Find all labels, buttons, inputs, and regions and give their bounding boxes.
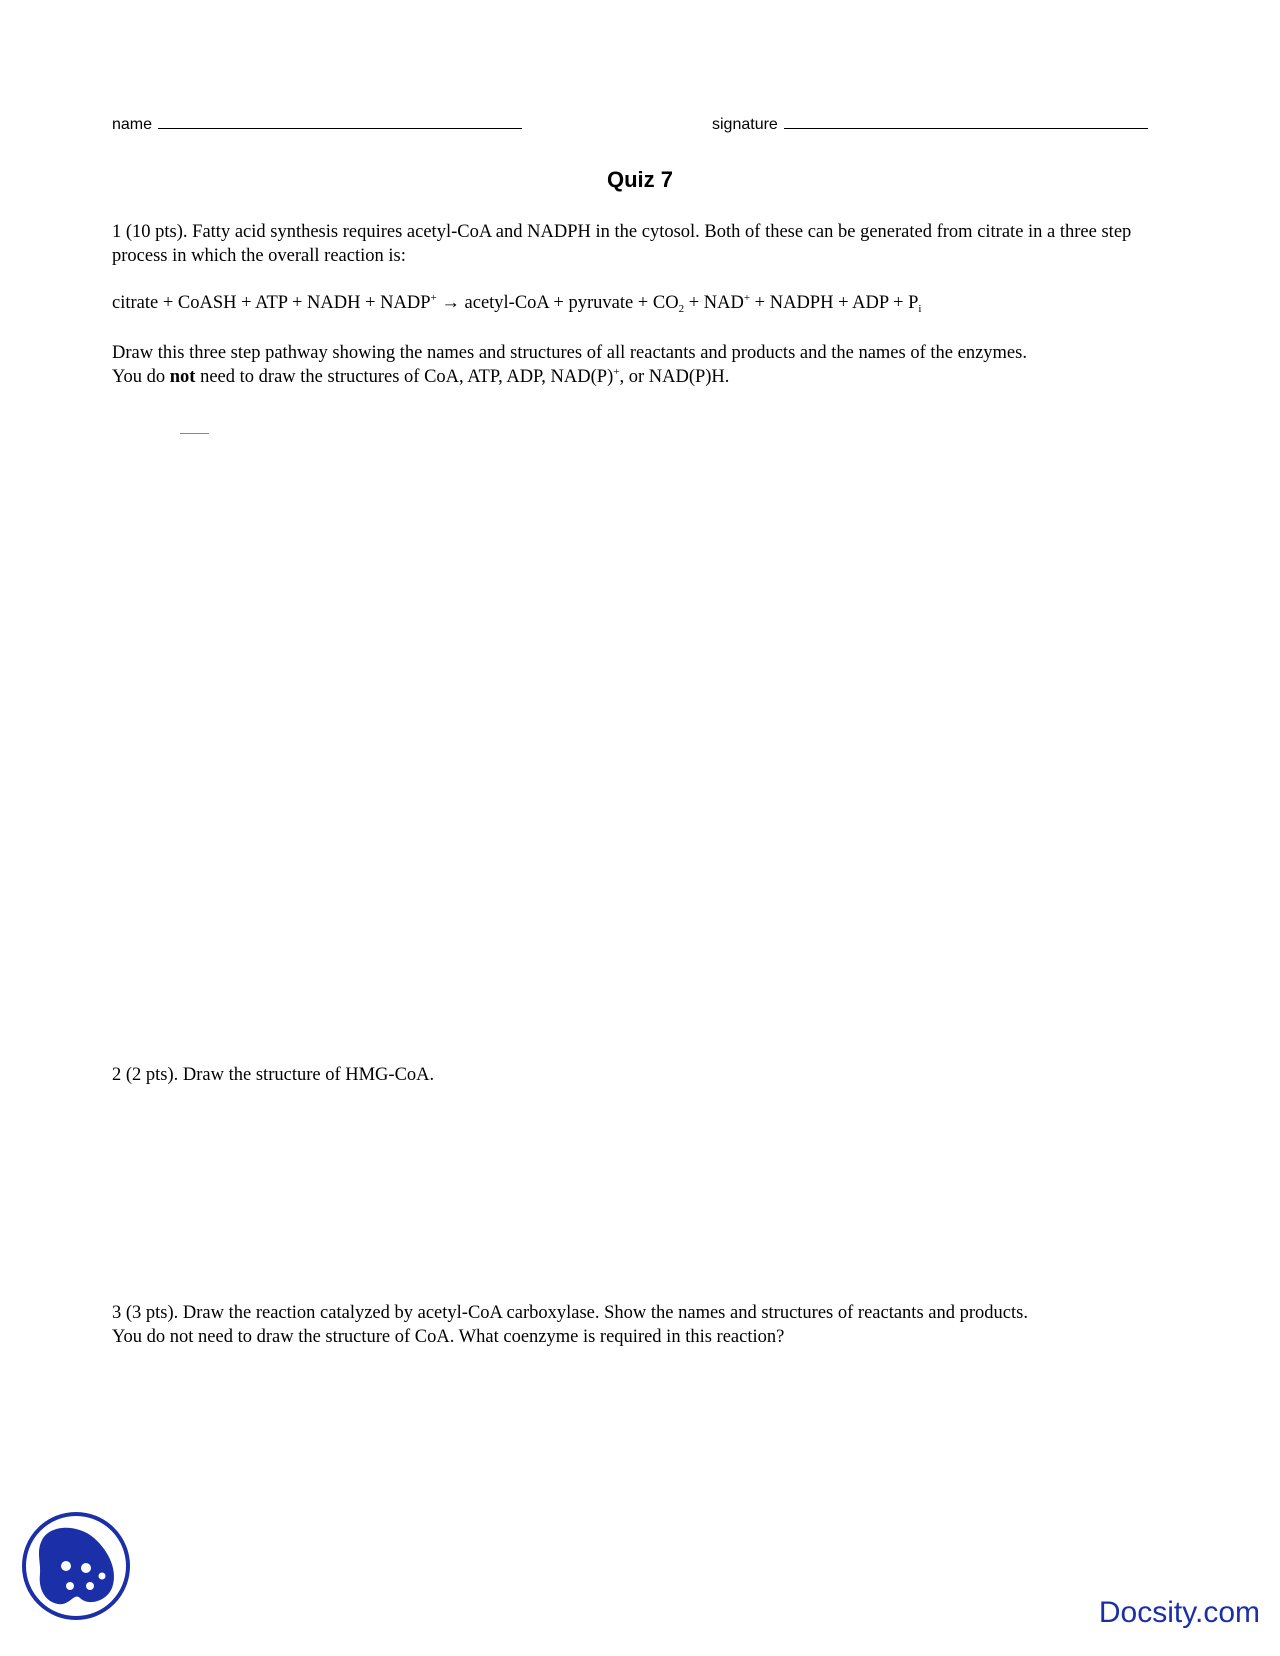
eq-sub-2: i xyxy=(918,303,922,315)
question-3-line-2: You do not need to draw the structure of CoA. What coenzyme is required in this reaction? xyxy=(112,1327,785,1347)
eq-part-3: + NAD xyxy=(688,293,744,313)
instr-bold: not xyxy=(169,367,196,387)
question-2-text: 2 (2 pts). Draw the structure of HMG-CoA. xyxy=(112,1065,435,1085)
eq-sup-1: + xyxy=(430,292,437,304)
name-label: name xyxy=(112,116,153,133)
docsity-logo-icon xyxy=(20,1510,132,1622)
docsity-brand-link[interactable]: Docsity.com xyxy=(1098,1596,1260,1629)
name-line xyxy=(158,114,522,129)
page-title: Quiz 7 xyxy=(606,167,673,192)
stray-dash xyxy=(180,433,209,434)
instructions-line-2 xyxy=(112,365,1172,389)
instr-sup: + xyxy=(613,366,620,378)
instructions-line-1: Draw this three step pathway showing the names and structures of all reactants and products and the names of the enzymes. xyxy=(112,343,1027,363)
signature-line xyxy=(784,114,1148,129)
question-3-text xyxy=(112,1301,1172,1349)
eq-part-4: + NADPH + ADP + P xyxy=(754,293,919,313)
instr-text-c: , or NAD(P)H. xyxy=(619,367,730,387)
signature-field xyxy=(712,114,1148,134)
eq-sup-2: + xyxy=(743,292,751,304)
eq-part-1: citrate + CoASH + ATP + NADH + NADP xyxy=(112,293,431,313)
question-1-instructions xyxy=(112,341,1172,389)
eq-arrow: → xyxy=(441,293,460,313)
eq-part-2: acetyl-CoA + pyruvate + CO xyxy=(464,293,679,313)
name-field xyxy=(112,114,522,134)
question-1-equation xyxy=(112,293,921,314)
instr-text-b: need to draw the structures of CoA, ATP, ADP, NAD(P) xyxy=(200,367,614,387)
question-1-text: 1 (10 pts). Fatty acid synthesis requires acetyl-CoA and NADPH in the cytosol. Both of these can be generated from citrate in a three step process in which the overall reaction is: xyxy=(112,222,1132,266)
question-3-line-1: 3 (3 pts). Draw the reaction catalyzed by acetyl-CoA carboxylase. Show the names and structures of reactants and products. xyxy=(112,1303,1028,1323)
signature-label: signature xyxy=(712,116,778,133)
eq-sub-1: 2 xyxy=(678,303,685,315)
instr-text-a: You do xyxy=(112,367,166,387)
